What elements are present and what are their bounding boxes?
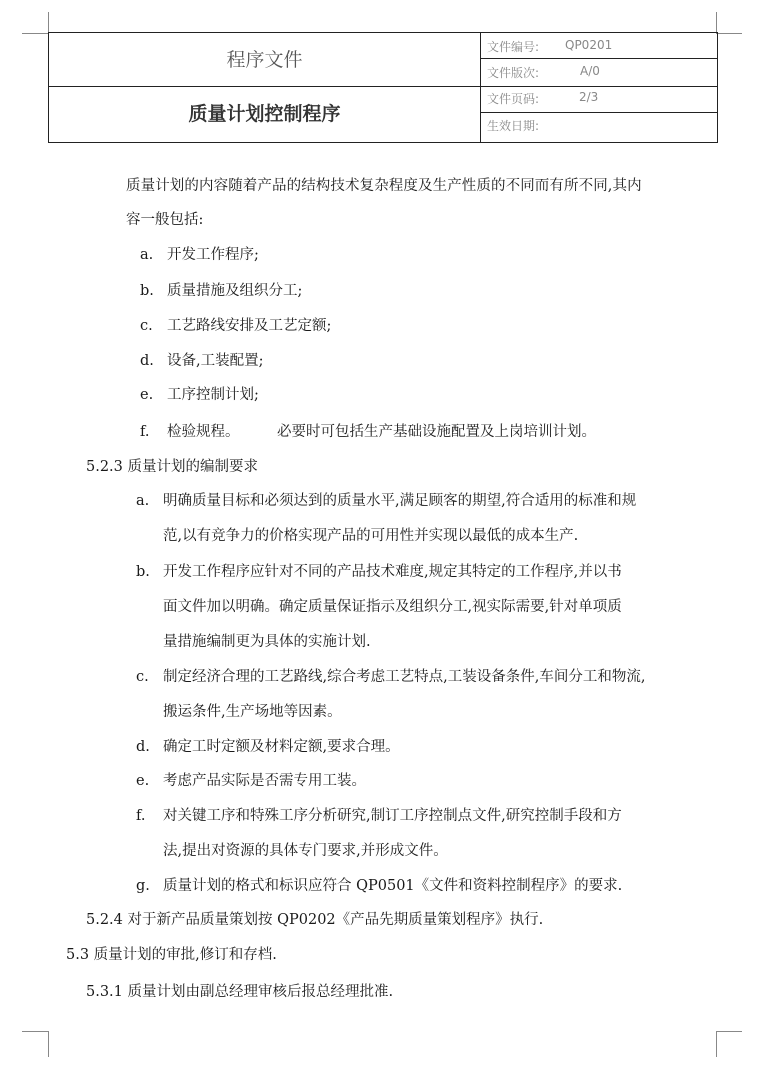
list2-marker: f.: [136, 808, 146, 824]
list1-item: 工艺路线安排及工艺定额;: [167, 318, 332, 334]
list1-marker: f.: [140, 424, 150, 440]
list2-line: 对关键工序和特殊工序分析研究,制订工序控制点文件,研究控制手段和方: [163, 808, 622, 824]
document-title: 质量计划控制程序: [188, 103, 341, 125]
list2-marker: d.: [136, 739, 150, 755]
doc-effective-row: [487, 117, 539, 134]
list1-item: 检验规程。: [167, 424, 240, 440]
section-5-2-3-heading: 5.2.3 质量计划的编制要求: [86, 459, 259, 475]
doc-version-label: 文件版次:: [487, 66, 540, 80]
doc-effective-label: 生效日期:: [487, 119, 540, 133]
crop-mark-top-left-v: [48, 12, 49, 34]
list2-line: 范,以有竞争力的价格实现产品的可用性并实现以最低的成本生产.: [163, 528, 579, 544]
list2-line: 搬运条件,生产场地等因素。: [163, 704, 342, 720]
list2-line: 量措施编制更为具体的实施计划.: [163, 634, 371, 650]
list1-item-f-extra: 必要时可包括生产基础设施配置及上岗培训计划。: [277, 424, 596, 440]
crop-mark-bottom-left-v: [48, 1031, 49, 1057]
intro-line-1: 质量计划的内容随着产品的结构技术复杂程度及生产性质的不同而有所不同,其内: [126, 178, 642, 194]
crop-mark-bottom-right-v: [716, 1031, 717, 1057]
crop-mark-top-left-h: [22, 33, 48, 34]
crop-mark-bottom-left-h: [22, 1031, 48, 1032]
list2-marker: g.: [136, 878, 150, 894]
list1-marker: b.: [140, 283, 154, 299]
list2-marker: c.: [136, 669, 149, 685]
doc-number-row: [487, 38, 613, 55]
document-type: 程序文件: [226, 49, 303, 71]
list1-marker: a.: [140, 247, 154, 263]
list2-line: 开发工作程序应针对不同的产品技术难度,规定其特定的工作程序,并以书: [163, 564, 622, 580]
list1-item: 开发工作程序;: [167, 247, 259, 263]
doc-version-row: [487, 64, 600, 81]
crop-mark-bottom-right-h: [717, 1031, 742, 1032]
list1-marker: d.: [140, 353, 154, 369]
list2-line: 考虑产品实际是否需专用工装。: [163, 773, 366, 789]
list2-line: 质量计划的格式和标识应符合 QP0501《文件和资料控制程序》的要求.: [163, 878, 623, 894]
list2-marker: e.: [136, 773, 150, 789]
list2-line: 明确质量目标和必须达到的质量水平,满足顾客的期望,符合适用的标准和规: [163, 493, 637, 509]
crop-mark-top-right-h: [718, 33, 742, 34]
intro-line-2: 容一般包括:: [126, 212, 204, 228]
section-5-2-4: 5.2.4 对于新产品质量策划按 QP0202《产品先期质量策划程序》执行.: [86, 912, 544, 928]
list1-item: 设备,工装配置;: [167, 353, 264, 369]
doc-version-value: A/0: [580, 64, 600, 78]
list2-line: 确定工时定额及材料定额,要求合理。: [163, 739, 400, 755]
doc-page-value: 2/3: [579, 90, 599, 104]
section-5-3-heading: 5.3 质量计划的审批,修订和存档.: [66, 947, 277, 963]
list2-line: 制定经济合理的工艺路线,综合考虑工艺特点,工装设备条件,车间分工和物流,: [163, 669, 646, 685]
crop-mark-top-right-v: [716, 12, 717, 34]
list2-line: 法,提出对资源的具体专门要求,并形成文件。: [163, 843, 448, 859]
section-5-3-1: 5.3.1 质量计划由副总经理审核后报总经理批准.: [86, 984, 394, 1000]
doc-number-value: QP0201: [565, 38, 613, 52]
document-header-table: [48, 32, 718, 143]
list1-item: 工序控制计划;: [167, 387, 259, 403]
doc-number-label: 文件编号:: [487, 40, 540, 54]
list2-marker: a.: [136, 493, 150, 509]
list2-marker: b.: [136, 564, 150, 580]
list2-line: 面文件加以明确。确定质量保证指示及组织分工,视实际需要,针对单项质: [163, 599, 622, 615]
doc-page-label: 文件页码:: [487, 92, 540, 106]
list1-marker: c.: [140, 318, 153, 334]
doc-page-row: [487, 90, 599, 107]
list1-marker: e.: [140, 387, 154, 403]
list1-item: 质量措施及组织分工;: [167, 283, 303, 299]
